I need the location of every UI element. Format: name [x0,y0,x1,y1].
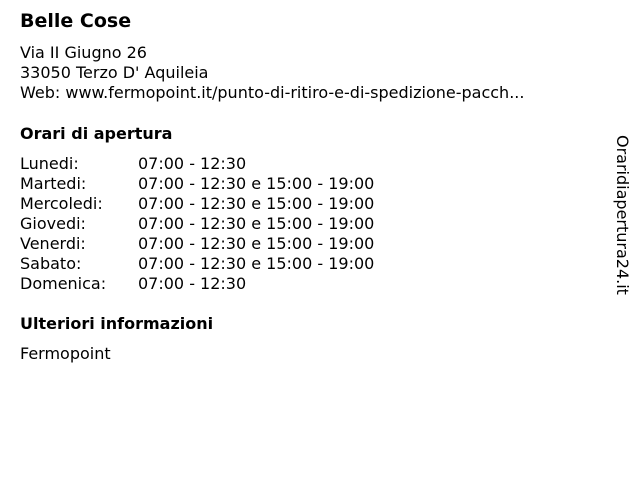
hours-day: Mercoledi: [20,194,103,213]
additional-info-text: Fermopoint [20,344,111,363]
hours-day: Sabato: [20,254,82,273]
hours-day: Venerdi: [20,234,86,253]
store-address [20,43,524,103]
address-street: Via II Giugno 26 [20,43,147,62]
additional-info-heading: Ulteriori informazioni [20,314,214,333]
hours-time: 07:00 - 12:30 [138,274,247,293]
website-link[interactable]: www.fermopoint.it/punto-di-ritiro-e-di-spedizione-pacch... [65,83,525,102]
site-watermark [613,135,633,310]
hours-time: 07:00 - 12:30 e 15:00 - 19:00 [138,254,375,273]
website-line [20,83,524,103]
hours-day: Domenica: [20,274,107,293]
address-city: 33050 Terzo D' Aquileia [20,63,209,82]
hours-time: 07:00 - 12:30 e 15:00 - 19:00 [138,214,375,233]
hours-time: 07:00 - 12:30 e 15:00 - 19:00 [138,234,375,253]
store-name: Belle Cose [20,10,132,32]
hours-day: Lunedi: [20,154,79,173]
hours-day: Giovedi: [20,214,86,233]
opening-hours-heading: Orari di apertura [20,124,173,143]
site-watermark-text: Oraridiapertura24.it [613,135,632,295]
website-label: Web: [20,83,61,102]
hours-day: Martedi: [20,174,87,193]
hours-time: 07:00 - 12:30 [138,154,247,173]
hours-time: 07:00 - 12:30 e 15:00 - 19:00 [138,194,375,213]
hours-time: 07:00 - 12:30 e 15:00 - 19:00 [138,174,375,193]
